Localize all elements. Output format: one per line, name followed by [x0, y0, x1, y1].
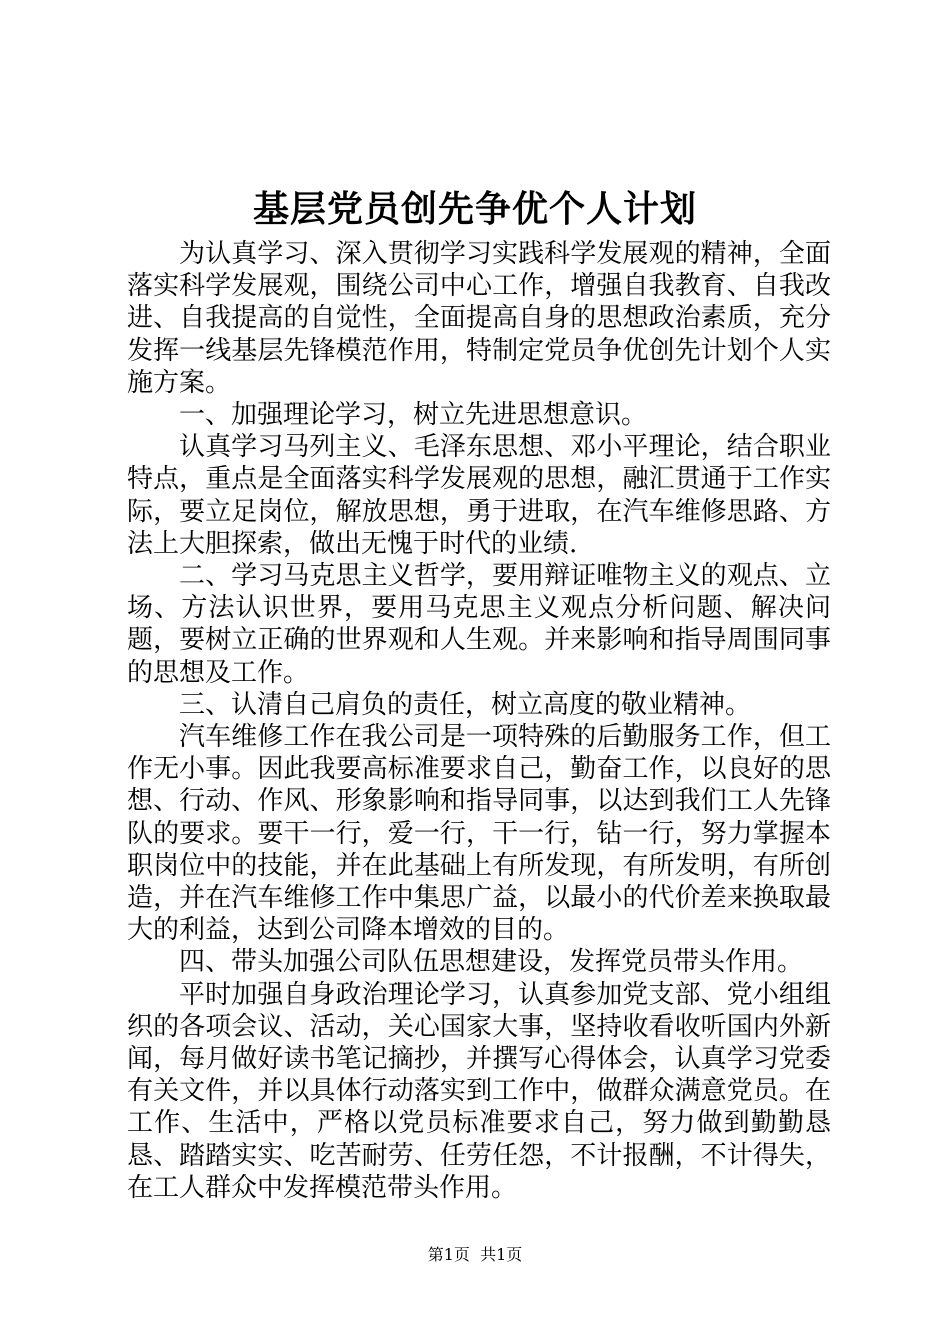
section-heading-3: 三、认清自己肩负的责任，树立高度的敬业精神。 — [179, 689, 752, 720]
page-footer: 第1页 共1页 — [427, 1245, 523, 1264]
paragraph-intro: 为认真学习、深入贯彻学习实践科学发展观的精神，全面落实科学发展观，围绕公司中心工作，增强自我教育、自我改进、自我提高的自觉性，全面提高自身的思想政治素质，充分发挥一线基层先锋模范作用，特制定党员争优创先计划个人实施方案。 — [127, 239, 831, 398]
paragraph-section-1: 认真学习马列主义、毛泽东思想、邓小平理论，结合职业特点，重点是全面落实科学发展观的思想，融汇贯通于工作实际，要立足岗位，解放思想，勇于进取，在汽车维修思路、方法上大胆探索，做出无愧于时代的业绩. — [127, 432, 831, 559]
section-heading-4: 四、带头加强公司队伍思想建设，发挥党员带头作用。 — [179, 947, 804, 978]
paragraph-section-4: 平时加强自身政治理论学习，认真参加党支部、党小组组织的各项会议、活动，关心国家大事，坚持收看收听国内外新闻，每月做好读书笔记摘抄，并撰写心得体会，认真学习党委有关文件，并以具体行动落实到工作中，做群众满意党员。在工作、生活中，严格以党员标准要求自己，努力做到勤勤恳恳、踏踏实实、吃苦耐劳、任劳任怨，不计报酬，不计得失，在工人群众中发挥模范带头作用。 — [127, 979, 831, 1203]
section-heading-1: 一、加强理论学习，树立先进思想意识。 — [179, 400, 648, 431]
section-heading-2: 二、学习马克思主义哲学，要用辩证唯物主义的观点、立场、方法认识世界，要用马克思主义观点分析问题、解决问题，要树立正确的世界观和人生观。并来影响和指导周围同事的思想及工作。 — [127, 561, 831, 688]
paragraph-section-3: 汽车维修工作在我公司是一项特殊的后勤服务工作，但工作无小事。因此我要高标准要求自己，勤奋工作，以良好的思想、行动、作风、形象影响和指导同事，以达到我们工人先锋队的要求。要干一行，爱一行，干一行，钻一行，努力掌握本职岗位中的技能，并在此基础上有所发现，有所发明，有所创造，并在汽车维修工作中集思广益，以最小的代价差来换取最大的利益，达到公司降本增效的目的。 — [127, 722, 831, 946]
document-body — [127, 238, 831, 1204]
document-title: 基层党员创先争优个人计划 — [252, 188, 697, 230]
